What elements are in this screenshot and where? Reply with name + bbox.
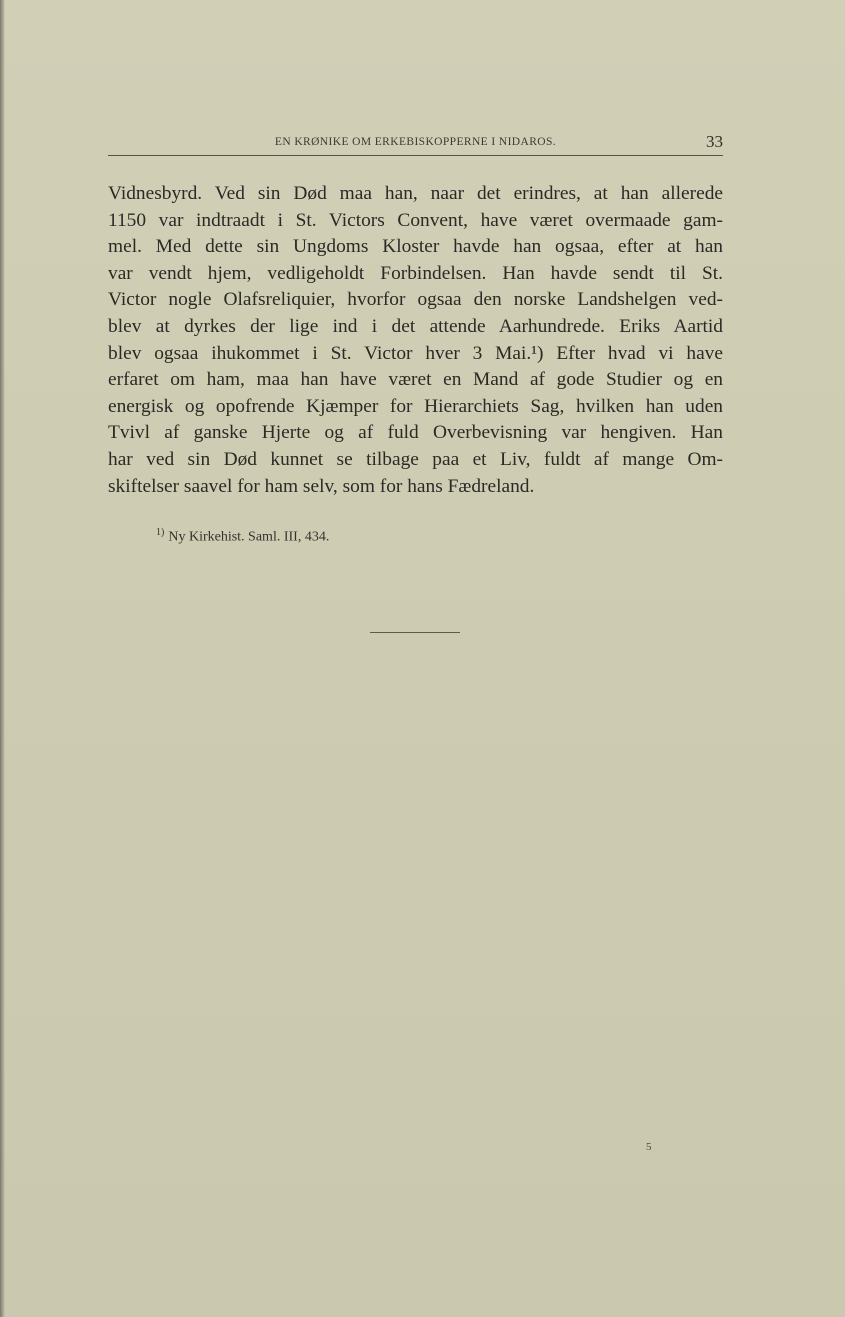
body-line: mel. Med dette sin Ungdoms Kloster havde han ogsaa, efter at han [108,236,723,258]
signature-mark: 5 [646,1141,652,1153]
header-rule [108,155,723,156]
footnote-text: Ny Kirkehist. Saml. III, 434. [168,529,330,545]
body-line: skiftelser saavel for ham selv, som for hans Fædreland. [108,475,535,497]
page-number: 33 [706,132,723,151]
footnote-marker: 1) [156,527,165,538]
body-line: var vendt hjem, vedligeholdt Forbindelsen. Han havde sendt til St. [108,262,723,284]
body-line: energisk og opofrende Kjæmper for Hierarchiets Sag, hvilken han uden [108,395,723,417]
section-end-rule [370,632,460,633]
body-line: erfaret om ham, maa han have været en Mand af gode Studier og en [108,369,723,391]
body-line: blev ogsaa ihukommet i St. Victor hver 3 Mai.¹) Efter hvad vi have [108,342,723,364]
footnote [156,527,329,546]
running-header [108,132,723,156]
running-title: EN KRØNIKE OM ERKEBISKOPPERNE I NIDAROS. [274,136,557,148]
body-line: 1150 var indtraadt i St. Victors Convent, have været overmaade gam- [108,209,723,231]
body-line: Vidnesbyrd. Ved sin Død maa han, naar det erindres, at han allerede [108,183,723,204]
body-line: har ved sin Død kunnet se tilbage paa et Liv, fuldt af mange Om- [108,448,723,470]
body-paragraph [108,181,723,500]
body-line: Tvivl af ganske Hjerte og af fuld Overbevisning var hengiven. Han [108,422,723,444]
body-line: blev at dyrkes der lige ind i det attende Aarhundrede. Eriks Aartid [108,315,723,337]
page-edge-shadow [0,0,5,1317]
body-line: Victor nogle Olafsreliquier, hvorfor ogsaa den norske Landshelgen ved- [108,289,723,311]
